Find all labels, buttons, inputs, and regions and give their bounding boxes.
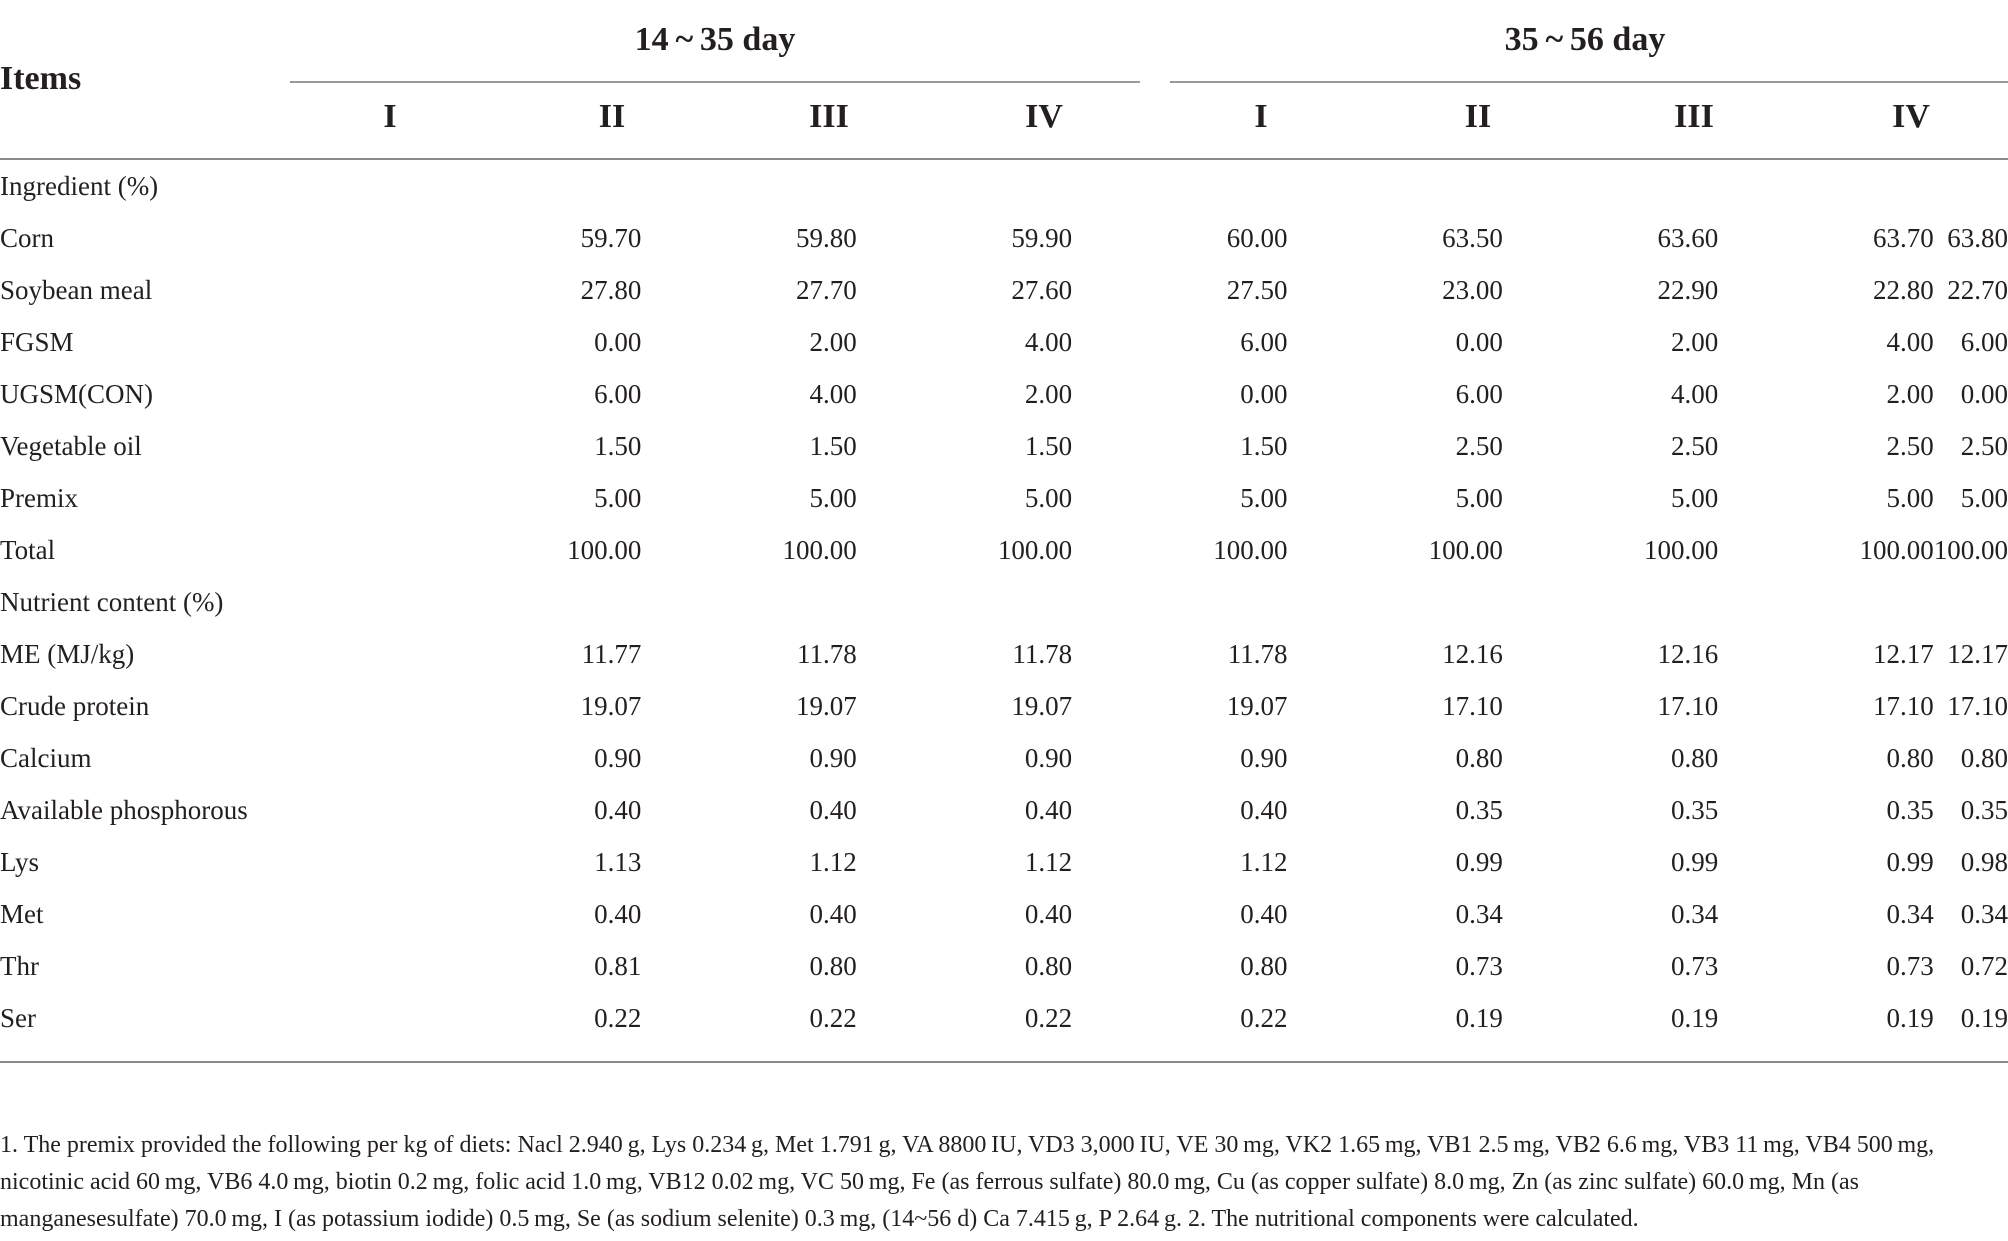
row-label: Calcium	[0, 742, 92, 773]
table-cell: 5.00	[1671, 482, 1719, 513]
column-header: III	[809, 98, 849, 135]
table-cell	[1072, 160, 1287, 212]
row-label: Crude protein	[0, 690, 150, 721]
table-cell: 0.00	[1455, 326, 1503, 357]
data-table	[0, 160, 2008, 1044]
table-cell: 0.80	[809, 950, 857, 981]
table-cell: 0.81	[594, 950, 642, 981]
table-cell	[426, 576, 641, 628]
table-cell: 0.19	[1886, 1002, 1934, 1033]
table-cell	[1934, 576, 2008, 628]
table-row	[0, 576, 2008, 628]
table-cell	[641, 160, 856, 212]
row-label: Lys	[0, 846, 40, 877]
group-rule-14-35-day	[290, 81, 1140, 83]
table-cell: 59.80	[795, 222, 857, 253]
group-header-14-35-day: 14 ~ 35 day	[634, 21, 796, 58]
row-label: Total	[0, 534, 56, 565]
table-cell: 63.50	[1442, 222, 1503, 253]
table-cell: 19.07	[1011, 690, 1073, 721]
table-cell: 12.16	[1442, 638, 1503, 669]
table-cell: 1.12	[1240, 846, 1288, 877]
table-row	[0, 628, 2008, 680]
table-cell: 0.40	[1024, 898, 1073, 929]
table-cell: 2.00	[1024, 378, 1073, 409]
table-cell: 0.22	[1240, 1002, 1288, 1033]
table-cell: 0.40	[594, 794, 642, 825]
table-cell: 12.17	[1873, 638, 1934, 669]
table-cell	[1503, 160, 1718, 212]
table-cell: 0.35	[1671, 794, 1719, 825]
table-cell: 27.70	[795, 274, 857, 305]
table-cell: 0.00	[1960, 378, 2008, 409]
column-header: II	[1464, 98, 1492, 135]
row-spacer	[349, 836, 426, 888]
table-cell: 0.80	[1671, 742, 1719, 773]
table-cell: 23.00	[1442, 274, 1503, 305]
table-cell	[1503, 576, 1718, 628]
column-header: IV	[1892, 98, 1930, 135]
row-spacer	[349, 160, 426, 212]
table-cell: 19.07	[795, 690, 857, 721]
table-cell: 4.00	[1886, 326, 1934, 357]
table-cell: 0.90	[1240, 742, 1288, 773]
table-cell: 22.70	[1947, 274, 2008, 305]
bottom-rule	[0, 1061, 2008, 1063]
table-cell: 0.73	[1671, 950, 1719, 981]
table-cell: 100.00	[782, 534, 857, 565]
table-cell: 100.00	[997, 534, 1073, 565]
table-cell: 100.00	[1933, 534, 2008, 565]
row-label: UGSM(CON)	[0, 378, 154, 409]
row-label: Available phosphorous	[0, 794, 248, 825]
table-row	[0, 420, 2008, 472]
table-cell: 22.80	[1873, 274, 1934, 305]
table-cell: 19.07	[1226, 690, 1288, 721]
row-label: Ingredient (%)	[0, 170, 159, 201]
row-spacer	[349, 576, 426, 628]
table-cell: 5.00	[594, 482, 642, 513]
row-label: Vegetable oil	[0, 430, 142, 461]
table-row	[0, 732, 2008, 784]
table-cell: 0.40	[809, 898, 857, 929]
row-label: FGSM	[0, 326, 74, 357]
table-cell: 11.78	[1227, 638, 1288, 669]
table-cell: 5.00	[1024, 482, 1073, 513]
table-cell: 6.00	[1240, 326, 1288, 357]
row-spacer	[349, 524, 426, 576]
table-cell: 0.35	[1455, 794, 1503, 825]
table-cell: 0.80	[1240, 950, 1288, 981]
table-row	[0, 940, 2008, 992]
table-cell: 0.34	[1671, 898, 1719, 929]
table-cell: 0.73	[1455, 950, 1503, 981]
row-label: Met	[0, 898, 44, 929]
table-cell: 0.00	[1240, 378, 1288, 409]
table-cell: 0.40	[594, 898, 642, 929]
table-cell: 60.00	[1226, 222, 1288, 253]
table-cell: 100.00	[1428, 534, 1503, 565]
table-cell: 0.19	[1671, 1002, 1719, 1033]
table-cell: 1.13	[594, 846, 642, 877]
table-cell: 17.10	[1442, 690, 1503, 721]
table-row	[0, 992, 2008, 1044]
table-cell	[1718, 160, 1933, 212]
table-cell: 1.50	[1024, 430, 1073, 461]
column-header: I	[1254, 98, 1268, 135]
table-cell: 6.00	[1455, 378, 1503, 409]
row-spacer	[349, 940, 426, 992]
table-cell: 2.50	[1455, 430, 1503, 461]
row-spacer	[349, 316, 426, 368]
table-cell: 17.10	[1947, 690, 2008, 721]
table-cell	[1072, 576, 1287, 628]
table-cell: 2.00	[1886, 378, 1934, 409]
group-header-35-56-day: 35 ~ 56 day	[1504, 21, 1666, 58]
table-row	[0, 784, 2008, 836]
row-label: Corn	[0, 222, 54, 253]
table-cell: 100.00	[1644, 534, 1719, 565]
table-cell: 100.00	[1213, 534, 1288, 565]
table-cell: 2.50	[1960, 430, 2008, 461]
row-label: Ser	[0, 1002, 36, 1033]
table-cell	[1718, 576, 1933, 628]
row-spacer	[349, 368, 426, 420]
row-spacer	[349, 732, 426, 784]
table-cell: 12.16	[1657, 638, 1719, 669]
table-row	[0, 836, 2008, 888]
table-cell: 11.78	[796, 638, 857, 669]
table-cell	[857, 160, 1072, 212]
table-cell: 0.34	[1960, 898, 2008, 929]
items-header: Items	[0, 60, 82, 97]
table-cell: 2.00	[809, 326, 857, 357]
table-cell: 0.90	[1024, 742, 1073, 773]
table-cell: 0.40	[809, 794, 857, 825]
table-cell: 0.80	[1455, 742, 1503, 773]
table-cell: 0.99	[1886, 846, 1934, 877]
table-cell: 1.50	[809, 430, 857, 461]
column-header: IV	[1025, 98, 1063, 135]
table-cell: 0.35	[1960, 794, 2008, 825]
row-label: Nutrient content (%)	[0, 586, 224, 617]
table-cell: 0.72	[1960, 950, 2008, 981]
table-cell: 0.19	[1960, 1002, 2008, 1033]
row-label: ME (MJ/kg)	[0, 638, 135, 669]
table-cell: 22.90	[1657, 274, 1719, 305]
table-row	[0, 680, 2008, 732]
table-cell: 27.60	[1011, 274, 1073, 305]
table-cell: 0.35	[1886, 794, 1934, 825]
table-cell: 11.78	[1012, 638, 1073, 669]
table-cell: 0.19	[1455, 1002, 1503, 1033]
table-cell: 4.00	[1024, 326, 1073, 357]
table-cell: 100.00	[1859, 534, 1934, 565]
table-cell: 1.12	[1024, 846, 1073, 877]
row-spacer	[349, 628, 426, 680]
table-cell: 17.10	[1873, 690, 1934, 721]
table-cell: 11.77	[581, 638, 642, 669]
table-row	[0, 888, 2008, 940]
row-label: Soybean meal	[0, 274, 153, 305]
table-cell: 0.22	[1024, 1002, 1073, 1033]
row-label: Thr	[0, 950, 39, 981]
table-cell	[1934, 160, 2008, 212]
row-spacer	[349, 680, 426, 732]
table-cell: 0.34	[1455, 898, 1503, 929]
table-cell: 0.90	[594, 742, 642, 773]
table-cell: 100.00	[567, 534, 642, 565]
table-cell: 63.80	[1947, 222, 2008, 253]
row-spacer	[349, 264, 426, 316]
table-cell: 19.07	[580, 690, 642, 721]
table-cell: 1.12	[809, 846, 857, 877]
table-cell: 1.50	[594, 430, 642, 461]
table-cell: 0.80	[1886, 742, 1934, 773]
table-cell: 5.00	[809, 482, 857, 513]
table-row	[0, 524, 2008, 576]
table-cell: 0.99	[1455, 846, 1503, 877]
table-cell: 0.80	[1024, 950, 1073, 981]
table-cell: 59.70	[580, 222, 642, 253]
table-cell: 12.17	[1947, 638, 2008, 669]
table-cell: 0.40	[1240, 794, 1288, 825]
table-cell: 27.80	[580, 274, 642, 305]
row-label: Premix	[0, 482, 78, 513]
table-cell: 63.70	[1873, 222, 1934, 253]
table-cell: 2.00	[1671, 326, 1719, 357]
table-cell: 2.50	[1671, 430, 1719, 461]
table-cell: 0.90	[809, 742, 857, 773]
table-cell	[426, 160, 641, 212]
table-cell: 0.22	[809, 1002, 857, 1033]
table-cell: 0.73	[1886, 950, 1934, 981]
table-cell: 59.90	[1011, 222, 1073, 253]
column-header: III	[1674, 98, 1714, 135]
table-row	[0, 316, 2008, 368]
row-spacer	[349, 888, 426, 940]
table-row	[0, 368, 2008, 420]
table-cell: 27.50	[1226, 274, 1288, 305]
row-spacer	[349, 784, 426, 836]
table-cell: 63.60	[1657, 222, 1719, 253]
table-cell	[641, 576, 856, 628]
table-cell: 0.40	[1024, 794, 1073, 825]
table-cell: 0.98	[1960, 846, 2008, 877]
table-cell: 1.50	[1240, 430, 1288, 461]
table-footnote: 1. The premix provided the following per kg of diets: Nacl 2.940 g, Lys 0.234 g, Met 1.791 g, VA 8800 IU, VD3 3,000 IU, VE 30 mg, VK2 1.65 mg, VB1 2.5 mg, VB2 6.6 mg, VB3 11 mg, VB4 500 mg, nicotinic acid 60 mg, VB6 4.0 mg, biotin 0.2 mg, folic acid 1.0 mg, VB12 0.02 mg, VC 50 mg, Fe (as ferrous sulfate) 80.0 mg, Cu (as copper sulfate) 8.0 mg, Zn (as zinc sulfate) 60.0 mg, Mn (as manganesesulfate) 70.0 mg, I (as potassium iodide) 0.5 mg, Se (as sodium selenite) 0.3 mg, (14~56 d) Ca 7.415 g, P 2.64 g. 2. The nutritional components were calculated.	[0, 1132, 1935, 1232]
table-cell: 0.99	[1671, 846, 1719, 877]
row-spacer	[349, 992, 426, 1044]
table-cell: 17.10	[1657, 690, 1719, 721]
table-row	[0, 212, 2008, 264]
table-cell: 5.00	[1455, 482, 1503, 513]
table-row	[0, 264, 2008, 316]
row-spacer	[349, 420, 426, 472]
column-header: I	[383, 98, 397, 135]
table-cell: 4.00	[809, 378, 857, 409]
table-cell: 5.00	[1240, 482, 1288, 513]
table-cell: 5.00	[1886, 482, 1934, 513]
table-row	[0, 472, 2008, 524]
table-cell: 0.40	[1240, 898, 1288, 929]
table-cell: 0.34	[1886, 898, 1934, 929]
table-cell: 0.00	[594, 326, 642, 357]
table-cell: 0.22	[594, 1002, 642, 1033]
table-cell	[857, 576, 1072, 628]
table-cell: 5.00	[1960, 482, 2008, 513]
table-cell: 0.80	[1960, 742, 2008, 773]
row-spacer	[349, 472, 426, 524]
row-spacer	[349, 212, 426, 264]
table-cell: 6.00	[1960, 326, 2008, 357]
table-cell: 6.00	[594, 378, 642, 409]
table-row	[0, 160, 2008, 212]
table-cell	[1288, 160, 1503, 212]
column-header: II	[598, 98, 626, 135]
table-cell	[1288, 576, 1503, 628]
table-cell: 2.50	[1886, 430, 1934, 461]
group-rule-35-56-day	[1170, 81, 2008, 83]
table-cell: 4.00	[1671, 378, 1719, 409]
